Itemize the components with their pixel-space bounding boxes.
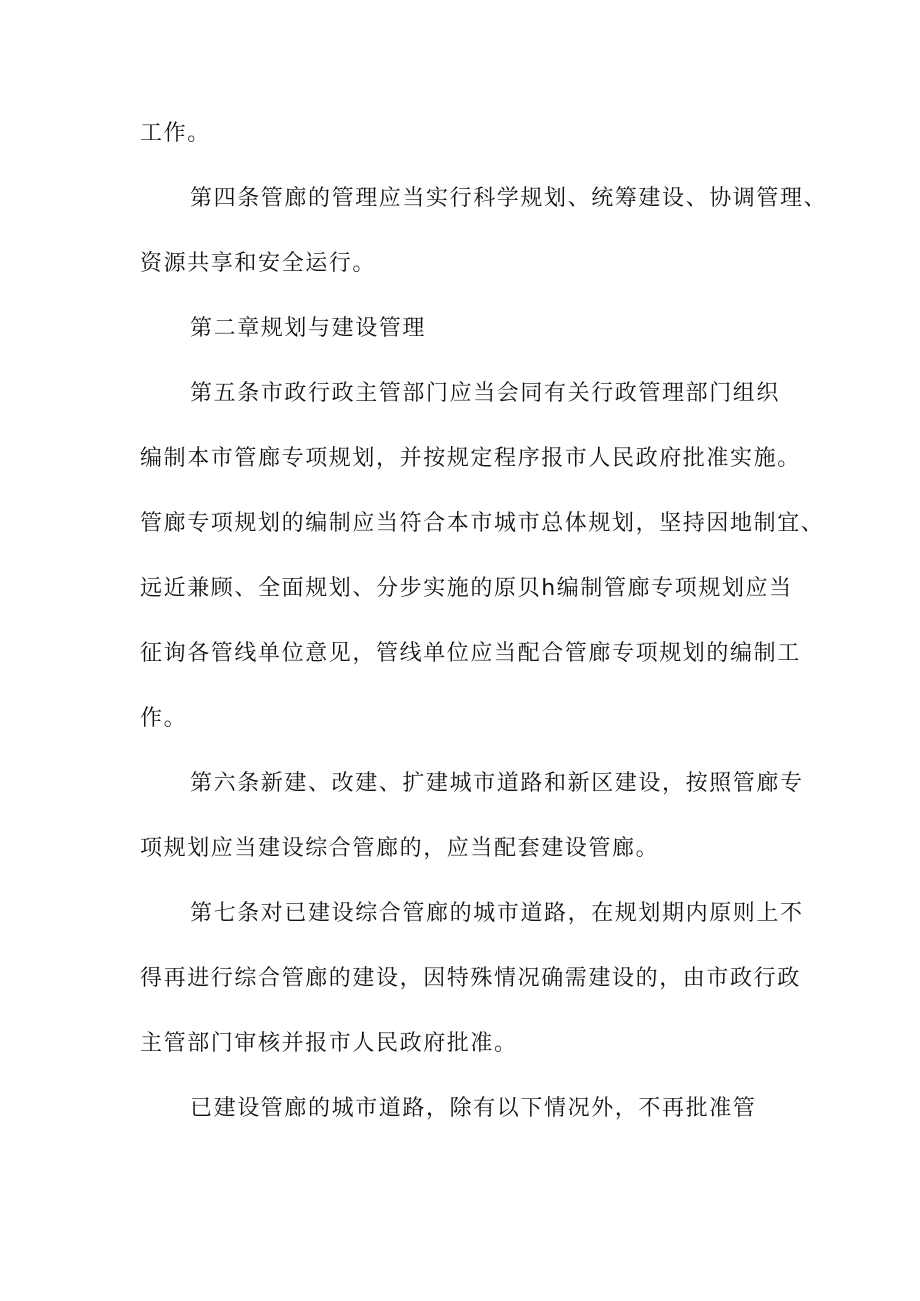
article-5-line-3: 管廊专项规划的编制应当符合本市城市总体规划，坚持因地制宜、 bbox=[140, 511, 825, 536]
article-7-line-2: 得再进行综合管廊的建设，因特殊情况确需建设的，由市政行政 bbox=[140, 966, 801, 991]
chapter-2-heading: 第二章规划与建设管理 bbox=[190, 316, 427, 341]
article-7-line-3: 主管部门审核并报市人民政府批准。 bbox=[140, 1031, 518, 1056]
article-7-line-1: 第七条对已建设综合管廊的城市道路，在规划期内原则上不 bbox=[190, 901, 804, 926]
text-line-1: 工作。 bbox=[140, 121, 211, 146]
article-5-line-5: 征询各管线单位意见，管线单位应当配合管廊专项规划的编制工 bbox=[140, 641, 801, 666]
article-6-line-2: 项规划应当建设综合管廊的，应当配套建设管廊。 bbox=[140, 836, 660, 861]
article-5-line-1: 第五条市政行政主管部门应当会同有关行政管理部门组织 bbox=[190, 381, 781, 406]
article-5-line-2: 编制本市管廊专项规划，并按规定程序报市人民政府批准实施。 bbox=[140, 446, 801, 471]
article-4-line-1: 第四条管廊的管理应当实行科学规划、统筹建设、协调管理、 bbox=[190, 186, 828, 211]
paragraph-last-line-1: 已建设管廊的城市道路，除有以下情况外，不再批准管 bbox=[190, 1096, 757, 1121]
article-5-line-4: 远近兼顾、全面规划、分步实施的原贝h编制管廊专项规划应当 bbox=[140, 576, 793, 601]
article-4-line-2: 资源共享和安全运行。 bbox=[140, 251, 377, 276]
article-5-line-6: 作。 bbox=[140, 706, 188, 731]
article-6-line-1: 第六条新建、改建、扩建城市道路和新区建设，按照管廊专 bbox=[190, 771, 804, 796]
